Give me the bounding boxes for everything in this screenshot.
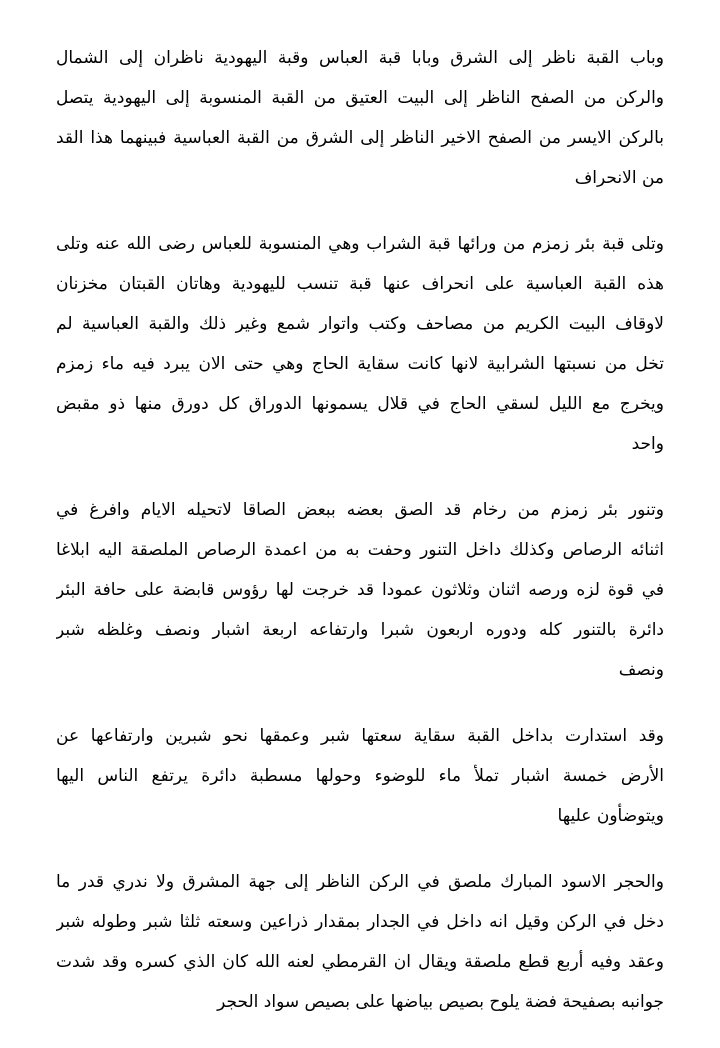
text-line: وعقد وفيه أربع قطع ملصقة ويقال ان القرمطي لعنه الله كان الذي كسره وقد شدت <box>56 952 664 972</box>
text-line: وتنور بئر زمزم من رخام قد الصق بعضه ببعض الصاقا لاتحيله الايام وافرغ في <box>56 500 664 520</box>
text-line: وتلى قبة بئر زمزم من ورائها قبة الشراب وهي المنسوبة للعباس رضى الله عنه وتلى <box>56 234 664 254</box>
text-line: ويخرج مع الليل لسقي الحاج في قلال يسمونها الدوراق كل دورق منها ذو مقبض <box>56 394 664 414</box>
text-line: في قوة لزه ورصه اثنان وثلاثون عمودا قد خرجت لها رؤوس قابضة على حافة البئر <box>56 580 664 600</box>
paragraph-5 <box>56 862 664 1022</box>
text-line: جوانبه بصفيحة فضة يلوح بصيص بياضها على بصيص سواد الحجر <box>217 992 664 1012</box>
text-line: اثنائه الرصاص وكذلك داخل التنور وحفت به من اعمدة الرصاص الملصقة اليه ابلاغا <box>56 540 664 560</box>
text-line: واحد <box>631 434 664 454</box>
paragraph-1 <box>56 38 664 198</box>
text-line: هذه القبة العباسية على انحراف عنها قبة تنسب لليهودية وهاتان القبتان مخزنان <box>56 274 664 294</box>
text-line: من الانحراف <box>574 168 664 188</box>
text-line: ويتوضأون عليها <box>557 806 664 826</box>
text-line: تخل من نسبتها الشرابية لانها كانت سقاية الحاج وهي حتى الان يبرد فيه ماء زمزم <box>56 354 664 374</box>
text-line: والحجر الاسود المبارك ملصق في الركن الناظر إلى جهة المشرق ولا ندري قدر ما <box>56 872 664 892</box>
paragraph-2 <box>56 224 664 464</box>
paragraph-3 <box>56 490 664 690</box>
text-line: وقد استدارت بداخل القبة سقاية سعتها شبر وعمقها نحو شبرين وارتفاعها عن <box>56 726 664 746</box>
text-line: بالركن الايسر من الصفح الاخير الناظر إلى الشرق من القبة العباسية فبينهما هذا القد <box>56 128 664 148</box>
text-line: ونصف <box>618 660 664 680</box>
text-line: والركن من الصفح الناظر إلى البيت العتيق من القبة المنسوبة إلى اليهودية يتصل <box>56 88 664 108</box>
text-line: دخل في الركن وقيل انه داخل في الجدار بمقدار ذراعين وسعته ثلثا شبر وطوله شبر <box>56 912 664 932</box>
document-page <box>56 38 664 1048</box>
text-line: دائرة بالتنور كله ودوره اربعون شبرا وارتفاعه اربعة اشبار ونصف وغلظه شبر <box>56 620 664 640</box>
text-line: الأرض خمسة اشبار تملأ ماء للوضوء وحولها مسطبة دائرة يرتفع الناس اليها <box>56 766 664 786</box>
text-line: لاوقاف البيت الكريم من مصاحف وكتب واتوار شمع وغير ذلك والقبة العباسية لم <box>56 314 664 334</box>
paragraph-4 <box>56 716 664 836</box>
text-line: وباب القبة ناظر إلى الشرق وبابا قبة العباس وقبة اليهودية ناظران إلى الشمال <box>56 48 664 68</box>
